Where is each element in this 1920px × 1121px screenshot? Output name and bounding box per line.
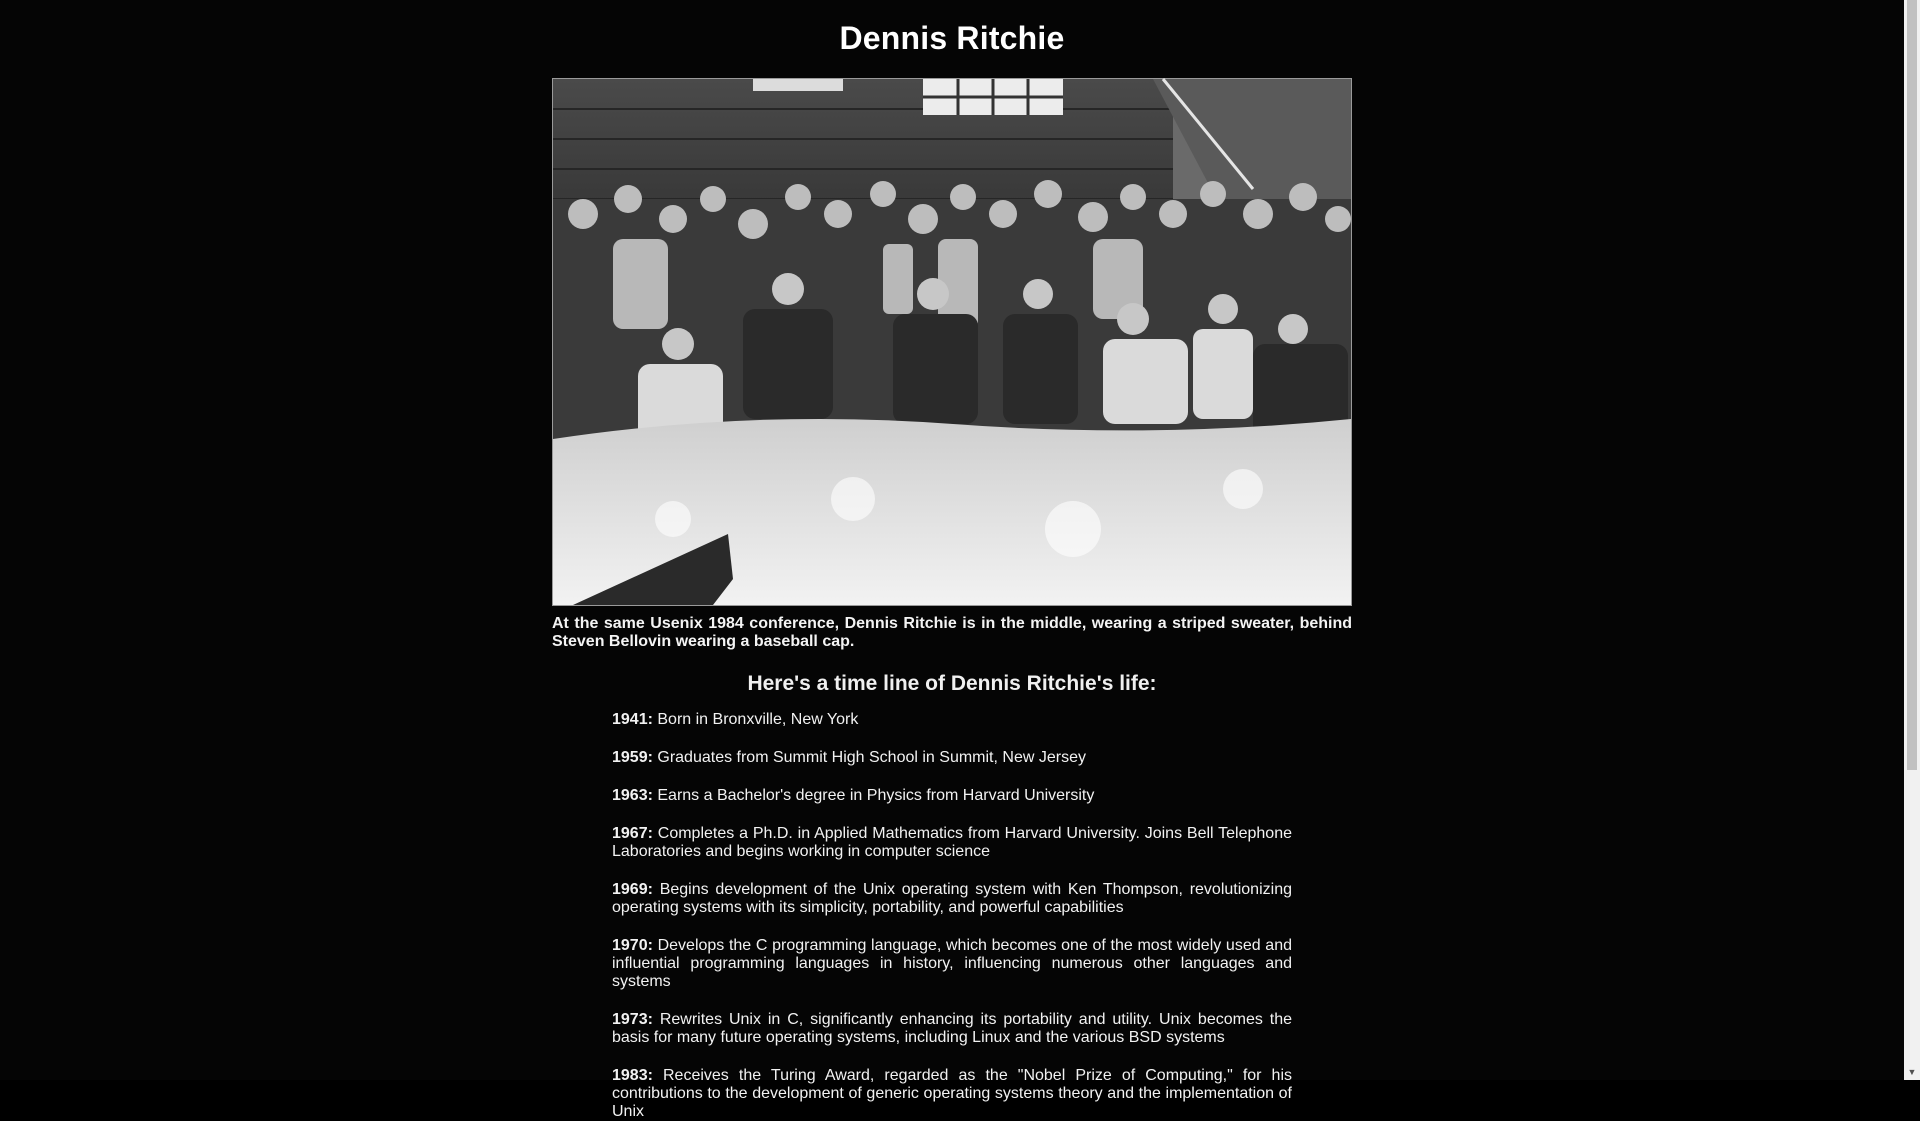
scrollbar-thumb[interactable] <box>1907 0 1917 770</box>
conference-photo <box>552 78 1352 606</box>
scroll-down-arrow-icon[interactable]: ▼ <box>1907 1067 1917 1077</box>
timeline-item <box>612 787 1292 805</box>
article <box>552 0 1352 1121</box>
timeline-text: Born in Bronxville, New York <box>657 711 859 728</box>
timeline-item <box>612 711 1292 729</box>
photo-caption: At the same Usenix 1984 conference, Dennis Ritchie is in the middle, wearing a striped sweater, behind Steven Bellovin wearing a baseball cap. <box>552 615 1352 650</box>
timeline-heading: Here's a time line of Dennis Ritchie's life: <box>747 672 1157 695</box>
page-title: Dennis Ritchie <box>839 20 1065 56</box>
timeline-text: Completes a Ph.D. in Applied Mathematics from Harvard University. Joins Bell Telephone Laboratories and begins working in computer science <box>612 825 1292 860</box>
timeline-year: 1983: <box>612 1067 653 1084</box>
timeline-year: 1973: <box>612 1011 653 1028</box>
timeline-year: 1963: <box>612 787 653 804</box>
timeline-text: Begins development of the Unix operating system with Ken Thompson, revolutionizing operating systems with its simplicity, portability, and powerful capabilities <box>612 881 1292 916</box>
timeline-year: 1970: <box>612 937 653 954</box>
timeline-item <box>612 1011 1292 1047</box>
timeline-year: 1967: <box>612 825 653 842</box>
timeline-item <box>612 749 1292 767</box>
timeline-year: 1959: <box>612 749 653 766</box>
timeline-item <box>612 1067 1292 1121</box>
timeline-item <box>612 825 1292 861</box>
vertical-scrollbar[interactable] <box>1904 0 1920 1080</box>
group-photo-image <box>553 79 1351 605</box>
timeline-list <box>612 711 1292 1121</box>
timeline-item <box>612 937 1292 991</box>
timeline-text: Receives the Turing Award, regarded as the "Nobel Prize of Computing," for his contributions to the development of generic operating systems theory and the implementation of Unix <box>612 1067 1293 1120</box>
timeline-text: Earns a Bachelor's degree in Physics from Harvard University <box>657 787 1095 804</box>
timeline-item <box>612 881 1292 917</box>
timeline-year: 1941: <box>612 711 653 728</box>
timeline-text: Rewrites Unix in C, significantly enhancing its portability and utility. Unix becomes the basis for many future operating systems, including Linux and the various BSD systems <box>612 1011 1292 1046</box>
timeline-year: 1969: <box>612 881 653 898</box>
timeline-text: Develops the C programming language, which becomes one of the most widely used and influential programming languages in history, influencing numerous other languages and systems <box>612 937 1292 990</box>
timeline-text: Graduates from Summit High School in Summit, New Jersey <box>657 749 1086 766</box>
